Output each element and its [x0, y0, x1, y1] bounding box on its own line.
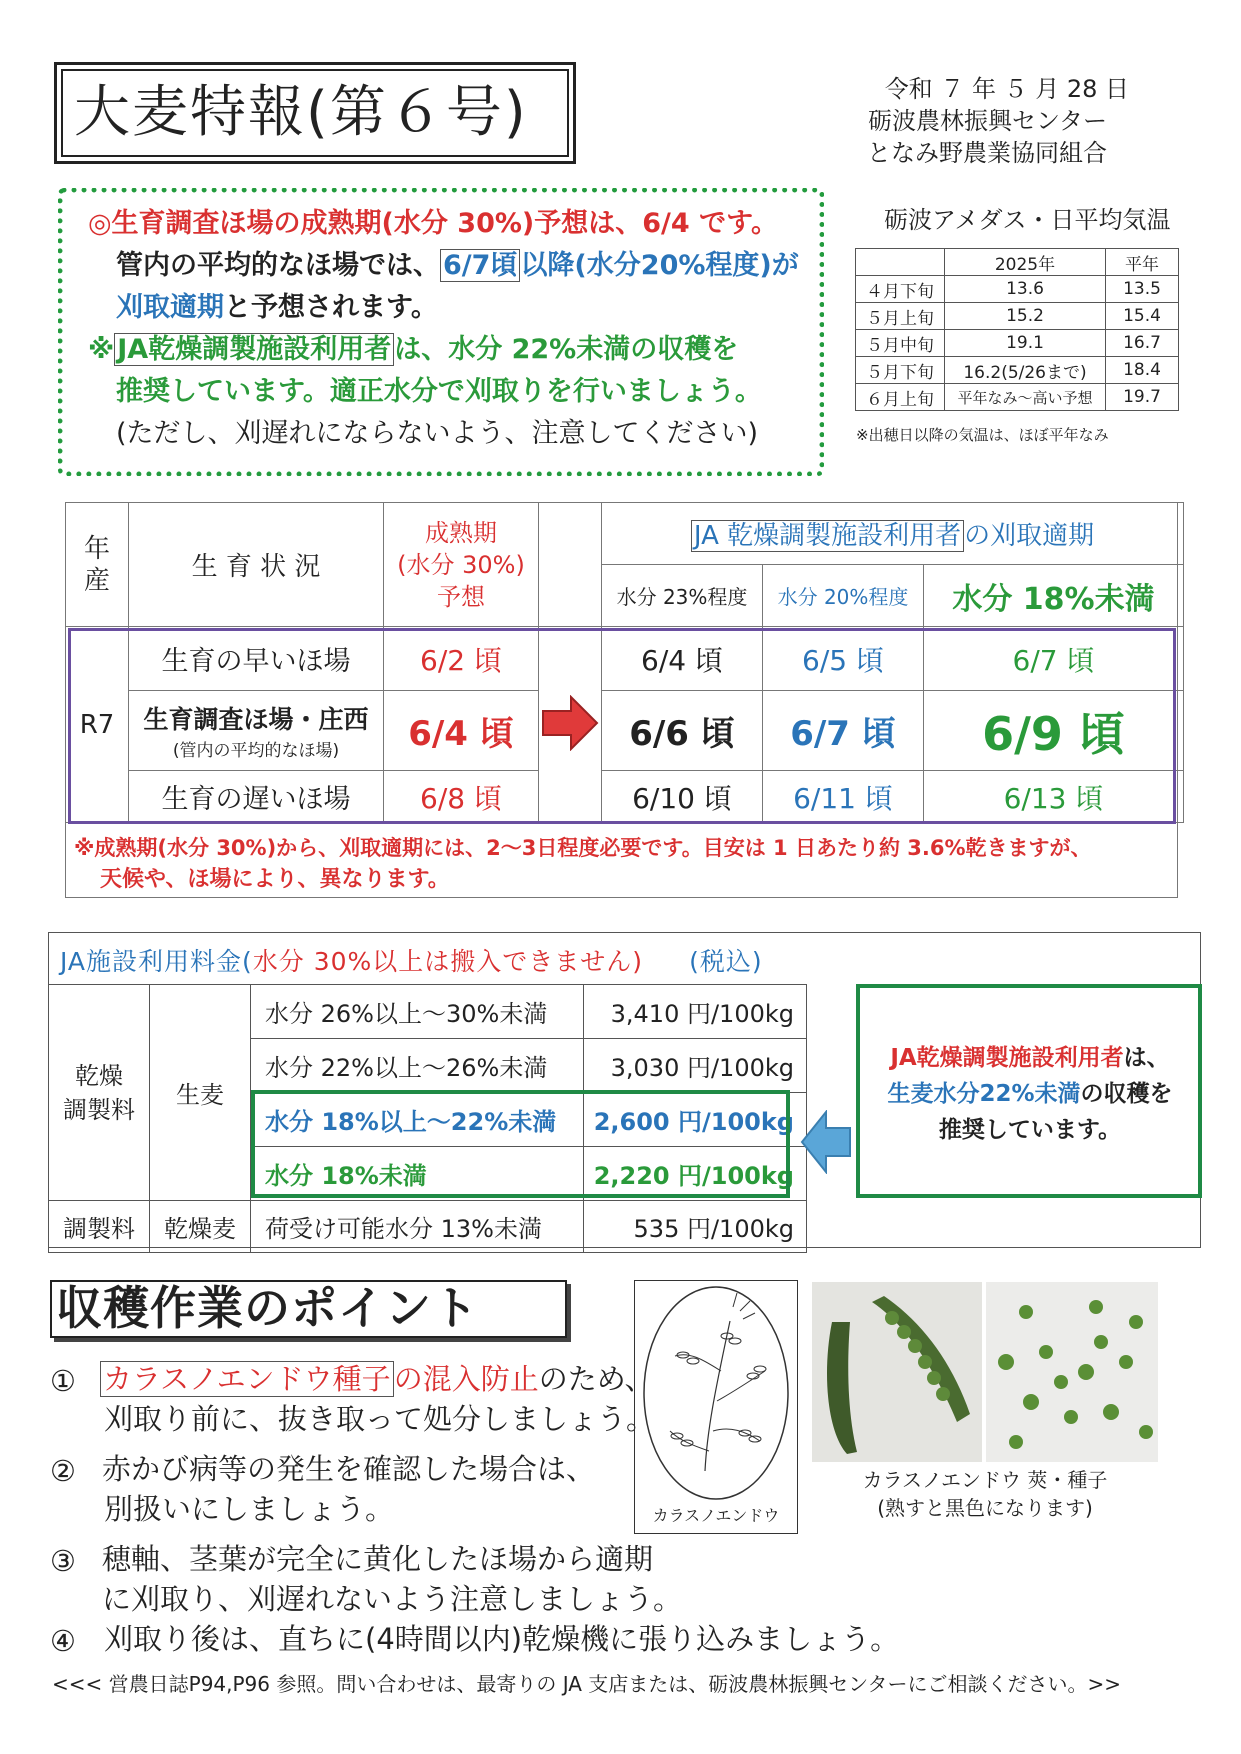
point-3-line-1: 穂軸、茎葉が完全に黄化したほ場から適期	[102, 1542, 654, 1576]
weather-row	[856, 384, 1179, 411]
m23-cell: 6/6 頃	[602, 691, 763, 771]
point-number: ④	[50, 1624, 76, 1658]
notice-text: 刈取適期	[116, 292, 224, 323]
weather-normal: 15.4	[1106, 303, 1179, 330]
notice-text: 管内の平均的なほ場では、	[116, 250, 440, 281]
weather-header-cell	[856, 249, 945, 276]
status-cell: 生育の早いほ場	[129, 627, 384, 691]
notice-line-6: (ただし、刈遅れにならないよう、注意してください)	[116, 418, 759, 449]
mature-cell: 6/8 頃	[384, 771, 539, 823]
point-number: ①	[50, 1364, 76, 1398]
fee-price: 2,600 円/100kg	[584, 1093, 807, 1147]
fee-range: 水分 22%以上～26%未満	[251, 1039, 584, 1093]
notice-text: ※	[88, 334, 115, 365]
weather-period: ４月下旬	[856, 276, 945, 303]
fee-title-text: JA施設利用料金(	[60, 947, 253, 976]
maturity-note-line: 天候や、ほ場により、異なります。	[100, 867, 450, 892]
point-1-line-1	[100, 1360, 654, 1398]
weather-normal: 16.7	[1106, 330, 1179, 357]
notice-line-4	[88, 330, 738, 370]
points-title: 収穫作業のポイント	[56, 1281, 479, 1335]
recommend-text-part: の収穫を	[1080, 1081, 1173, 1107]
fee-price: 535 円/100kg	[584, 1201, 807, 1253]
notice-text: 以降(水分20%程度)が	[520, 250, 799, 281]
status-subtext: (管内の平均的なほ場)	[172, 741, 340, 761]
weather-header-row	[856, 249, 1179, 276]
notice-highlight-ja: JA乾燥調製施設利用者	[114, 333, 394, 366]
weather-normal: 18.4	[1106, 357, 1179, 384]
mature-cell: 6/4 頃	[384, 691, 539, 771]
mature-cell: 6/2 頃	[384, 627, 539, 691]
weather-normal: 19.7	[1106, 384, 1179, 411]
weather-title: 砺波アメダス・日平均気温	[884, 206, 1171, 234]
fee-price: 2,220 円/100kg	[584, 1147, 807, 1201]
fee-range: 荷受け可能水分 13%未満	[251, 1201, 584, 1253]
header-ja	[602, 503, 1184, 565]
point-3-line-2: に刈取り、刈遅れないよう注意しましょう。	[102, 1582, 683, 1616]
page-title: 大麦特報(第６号)	[74, 80, 528, 145]
notice-text: は、水分 22%未満の収穫を	[394, 334, 739, 365]
fee-cat-line: 乾燥	[75, 1061, 123, 1090]
point-highlight-vetch: カラスノエンドウ種子	[100, 1361, 394, 1397]
weather-row	[856, 357, 1179, 384]
weather-period: ５月中旬	[856, 330, 945, 357]
org-name-2: となみ野農業協同組合	[867, 139, 1107, 167]
weather-normal: 13.5	[1106, 276, 1179, 303]
fee-cat-prep: 調製料	[49, 1201, 150, 1253]
footer-reference: <<< 営農日誌P94,P96 参照。問い合わせは、最寄りの JA 支店または、砺波農林振興センターにご相談ください。>>	[52, 1672, 1122, 1696]
maturity-note-line: ※成熟期(水分 30%)から、刈取適期には、2～3日程度必要です。目安は 1 日あたり約 3.6%乾きますが、	[74, 836, 1092, 860]
weather-period: ６月上旬	[856, 384, 945, 411]
m18-cell: 6/9 頃	[924, 691, 1184, 771]
weather-note: ※出穂日以降の気温は、ほぼ平年なみ	[856, 426, 1109, 444]
weather-row	[856, 330, 1179, 357]
year-cell: R7	[66, 627, 129, 823]
fee-title	[60, 942, 763, 978]
header-ja-highlight: JA 乾燥調製施設利用者	[691, 520, 964, 552]
fee-sub-raw: 生麦	[150, 985, 251, 1201]
weather-2025: 19.1	[945, 330, 1106, 357]
header-mature-line: 成熟期	[425, 518, 497, 547]
header-year-label: 年産	[83, 533, 110, 596]
header-ja-text: の刈取適期	[964, 521, 1095, 551]
fee-cat-line: 調製料	[63, 1095, 135, 1124]
status-text: 生育調査ほ場・庄西	[143, 705, 369, 734]
point-number: ③	[50, 1544, 76, 1578]
notice-line-5: 推奨しています。適正水分で刈取りを行いましょう。	[116, 376, 762, 407]
weather-table	[855, 248, 1179, 411]
point-4-line-1: 刈取り後は、直ちに(4時間以内)乾燥機に張り込みましょう。	[104, 1622, 900, 1656]
vetch-pod-photo	[812, 1282, 982, 1462]
weather-row	[856, 303, 1179, 330]
weather-period: ５月下旬	[856, 357, 945, 384]
recommend-text-part: は、	[1123, 1045, 1170, 1071]
recommended-range-frame	[251, 1090, 790, 1198]
recommend-line-3: 推奨しています。	[938, 1117, 1122, 1143]
weather-2025: 13.6	[945, 276, 1106, 303]
fee-range: 水分 18%以上～22%未満	[251, 1093, 584, 1147]
point-number: ②	[50, 1454, 76, 1488]
m23-cell: 6/10 頃	[602, 771, 763, 823]
fee-range: 水分 26%以上～30%未満	[251, 985, 584, 1039]
weather-2025: 平年なみ～高い予想	[945, 384, 1106, 411]
header-sub-20: 水分 20%程度	[763, 565, 924, 627]
sketch-caption: カラスノエンドウ	[652, 1506, 780, 1525]
recommend-line-2	[870, 1076, 1190, 1112]
notice-text: と予想されます。	[224, 292, 438, 323]
m18-cell: 6/13 頃	[924, 771, 1184, 823]
header-sub-18: 水分 18%未満	[924, 565, 1184, 627]
r7-highlight-frame	[68, 628, 1176, 824]
header-mature-line: (水分 30%)	[397, 550, 525, 579]
weather-row	[856, 276, 1179, 303]
point-1-line-2: 刈取り前に、抜き取って処分しましょう。	[104, 1402, 656, 1436]
fee-row	[49, 1201, 807, 1253]
point-text: のため、	[538, 1362, 654, 1396]
weather-header-cell: 平年	[1106, 249, 1179, 276]
weather-2025: 16.2(5/26まで)	[945, 357, 1106, 384]
recommend-moisture: 生麦水分22%未満	[887, 1081, 1081, 1107]
left-arrow-icon	[800, 1110, 852, 1174]
vetch-seed-image	[986, 1282, 1158, 1462]
fee-sub-dry: 乾燥麦	[150, 1201, 251, 1253]
photo-caption	[812, 1466, 1158, 1522]
weather-period: ５月上旬	[856, 303, 945, 330]
header-sub-23: 水分 23%程度	[602, 565, 763, 627]
vetch-seed-photo	[986, 1282, 1158, 1462]
m20-cell: 6/7 頃	[763, 691, 924, 771]
notice-highlight-date: 6/7頃	[440, 249, 520, 282]
header-mature	[384, 503, 539, 627]
maturity-note	[74, 832, 1164, 896]
fee-price: 3,030 円/100kg	[584, 1039, 807, 1093]
m18-cell: 6/7 頃	[924, 627, 1184, 691]
point-highlight-prevent: の混入防止	[393, 1362, 539, 1396]
m23-cell: 6/4 頃	[602, 627, 763, 691]
weather-2025: 15.2	[945, 303, 1106, 330]
header-arrow-col	[539, 503, 602, 627]
notice-line-2	[116, 246, 799, 286]
issue-date: 令和 ７ 年 ５ 月 28 日	[884, 75, 1129, 103]
fee-price: 3,410 円/100kg	[584, 985, 807, 1039]
recommend-text	[870, 1040, 1190, 1148]
m20-cell: 6/11 頃	[763, 771, 924, 823]
vetch-pod-image	[812, 1282, 982, 1462]
notice-line-1: ◎生育調査ほ場の成熟期(水分 30%)予想は、6/4 です。	[88, 208, 778, 239]
fee-cat-drying	[49, 985, 150, 1201]
notice-line-3	[116, 288, 438, 328]
org-name-1: 砺波農林振興センター	[867, 107, 1107, 135]
point-2-line-2: 別扱いにしましょう。	[104, 1492, 395, 1526]
vetch-sketch-box	[634, 1280, 798, 1534]
header-year	[66, 503, 129, 627]
vetch-sketch-illustration	[635, 1281, 797, 1501]
fee-range: 水分 18%未満	[251, 1147, 584, 1201]
recommend-line-1	[870, 1040, 1190, 1076]
status-cell: 生育の遅いほ場	[129, 771, 384, 823]
photo-caption-line: (熟すと黒色になります)	[877, 1496, 1093, 1520]
fee-title-tax: (税込)	[689, 947, 763, 976]
fee-title-warning: 水分 30%以上は搬入できません)	[252, 947, 644, 976]
photo-caption-line: カラスノエンドウ 莢・種子	[862, 1468, 1108, 1492]
header-mature-line: 予想	[437, 582, 485, 611]
point-2-line-1: 赤かび病等の発生を確認した場合は、	[102, 1452, 596, 1486]
fee-row	[49, 985, 807, 1039]
weather-header-cell: 2025年	[945, 249, 1106, 276]
m20-cell: 6/5 頃	[763, 627, 924, 691]
header-status: 生 育 状 況	[129, 503, 384, 627]
recommend-ja: JA乾燥調製施設利用者	[890, 1045, 1124, 1071]
